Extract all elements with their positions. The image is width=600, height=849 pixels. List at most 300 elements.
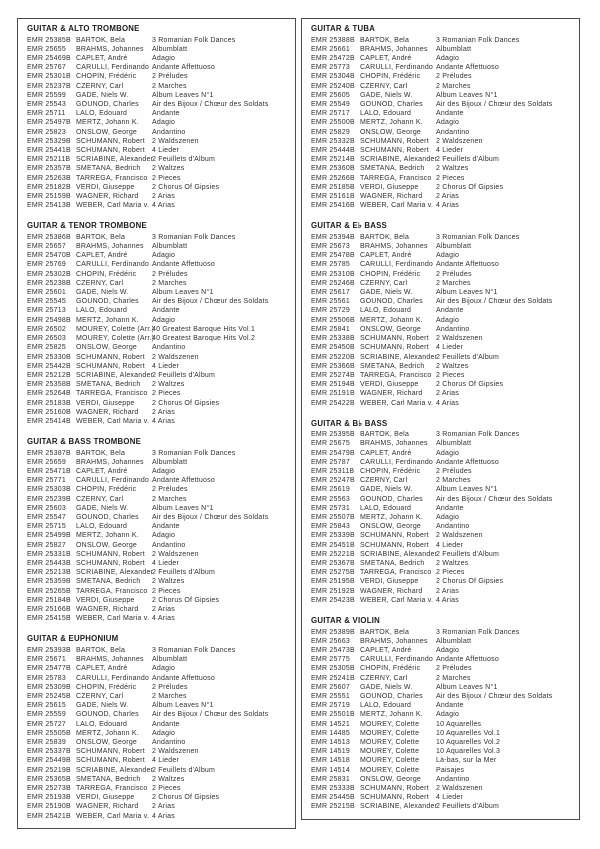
composer-name: BRAHMS, Johannes [76,458,144,466]
catalog-ref: EMR 14521 [311,720,350,728]
piece-title: 2 Feuillets d'Album [152,371,216,379]
catalog-ref: EMR 25471B [27,468,71,476]
table-row [311,738,575,747]
table-row [27,242,291,251]
table-row [27,389,291,398]
composer-name: CARULLI, Ferdinando [360,656,434,664]
catalog-box-left [17,18,296,829]
table-row [27,128,291,137]
piece-title: Album Leaves N°1 [152,289,214,297]
table-row [311,720,575,729]
composer-name: SMETANA, Bedrich [76,165,141,173]
table-row [27,674,291,683]
composer-name: ONSLOW, George [76,541,138,549]
catalog-ref: EMR 25442B [27,362,71,370]
table-row [311,802,575,811]
piece-title: 4 Arias [436,202,459,210]
catalog-ref: EMR 25413B [27,202,71,210]
catalog-ref: EMR 25337B [27,748,71,756]
catalog-ref: EMR 25655 [27,45,66,53]
piece-title: Album Leaves N°1 [436,91,498,99]
composer-name: SCHUMANN, Robert [360,785,429,793]
section-title: GUITAR & BASS TROMBONE [27,437,142,447]
composer-name: VERDI, Giuseppe [360,578,419,586]
catalog-ref: EMR 25385B [27,36,71,44]
composer-name: TARREGA, Francisco [76,587,148,595]
composer-name: MERTZ, Johann K. [76,532,139,540]
catalog-ref: EMR 25787 [311,458,350,466]
composer-name: SMETANA, Bedrich [76,775,141,783]
piece-title: 3 Romanian Folk Dances [436,36,520,44]
table-row [27,720,291,729]
piece-title: 4 Lieder [152,757,180,765]
composer-name: ONSLOW, George [360,523,422,531]
composer-name: GADE, Niels W. [360,486,413,494]
catalog-ref: EMR 25166B [27,606,71,614]
composer-name: CHOPIN, Frédéric [76,486,137,494]
table-row [27,183,291,192]
catalog-ref: EMR 14514 [311,766,350,774]
composer-name: VERDI, Giuseppe [360,381,419,389]
table-row [311,587,575,596]
composer-name: TARREGA, Francisco [76,785,148,793]
catalog-ref: EMR 25310B [311,270,355,278]
catalog-ref: EMR 25469B [27,54,71,62]
catalog-ref: EMR 25497B [27,119,71,127]
composer-name: VERDI, Giuseppe [76,399,135,407]
composer-name: SCRIABINE, Alexander [360,156,438,164]
composer-name: WEBER, Carl Maria v. [76,812,150,820]
catalog-ref: EMR 25213B [27,569,71,577]
catalog-ref: EMR 25212B [27,371,71,379]
catalog-section [311,614,575,812]
piece-title: 2 Chorus Of Gipsies [152,794,220,802]
catalog-ref: EMR 25304B [311,73,355,81]
composer-name: CZERNY, Carl [360,477,408,485]
table-row [27,476,291,485]
piece-title: 2 Pieces [152,785,181,793]
piece-title: Andante Affettuoso [436,64,499,72]
piece-title: 2 Feuillets d'Album [152,766,216,774]
piece-title: 2 Waldszenen [436,335,483,343]
catalog-ref: EMR 25185B [311,183,355,191]
catalog-ref: EMR 25191B [311,390,355,398]
catalog-ref: EMR 25273B [27,785,71,793]
catalog-ref: EMR 25443B [27,560,71,568]
catalog-ref: EMR 25302B [27,270,71,278]
composer-name: CZERNY, Carl [76,495,124,503]
catalog-ref: EMR 25416B [311,202,355,210]
piece-title: 2 Pieces [436,371,465,379]
catalog-ref: EMR 26503 [27,335,66,343]
table-row [27,82,291,91]
table-row [311,82,575,91]
table-row [27,504,291,513]
piece-title: 2 Pieces [152,587,181,595]
catalog-ref: EMR 25332B [311,137,355,145]
table-row [27,655,291,664]
composer-name: CHOPIN, Frédéric [76,270,137,278]
composer-name: CARULLI, Ferdinando [76,261,150,269]
composer-name: MOUREY, Colette [360,748,420,756]
table-row [311,128,575,137]
catalog-ref: EMR 25395B [311,431,355,439]
composer-name: BARTOK, Bela [360,233,410,241]
catalog-ref: EMR 25238B [27,279,71,287]
catalog-ref: EMR 25543 [27,100,66,108]
table-row [27,63,291,72]
piece-title: Air des Bijoux / Chœur des Soldats [436,298,553,306]
piece-title: Andantino [436,523,470,531]
catalog-ref: EMR 25441B [27,146,71,154]
piece-title: 2 Feuillets d'Album [436,803,500,811]
catalog-ref: EMR 25266B [311,174,355,182]
piece-title: Andante [152,307,180,315]
composer-name: LALO, Edouard [76,110,128,118]
catalog-ref: EMR 25827 [27,541,66,549]
catalog-ref: EMR 25451B [311,541,355,549]
piece-title: Andante Affettuoso [152,64,215,72]
table-row [27,201,291,210]
table-row [27,270,291,279]
table-row [311,729,575,738]
composer-name: SCHUMANN, Robert [76,362,145,370]
table-row [311,334,575,343]
composer-name: ONSLOW, George [360,775,422,783]
piece-title: Andante Affettuoso [152,261,215,269]
table-row [311,118,575,127]
table-row [311,793,575,802]
piece-title: 2 Préludes [436,468,472,476]
table-row [311,389,575,398]
composer-name: SCRIABINE, Alexander [76,371,154,379]
piece-title: 4 Arias [436,596,459,604]
piece-title: 2 Waltzes [152,578,185,586]
composer-name: MOUREY, Colette [360,720,420,728]
catalog-ref: EMR 25507B [311,514,355,522]
catalog-ref: EMR 25561 [311,298,350,306]
composer-name: BRAHMS, Johannes [360,637,428,645]
catalog-section [27,435,291,623]
catalog-ref: EMR 25265B [27,587,71,595]
piece-title: Air des Bijoux / Chœur des Soldats [152,514,269,522]
catalog-ref: EMR 25603 [27,504,66,512]
composer-name: LALO, Edouard [360,307,412,315]
catalog-ref: EMR 25389B [311,628,355,636]
composer-name: SCHUMANN, Robert [76,353,145,361]
piece-title: 2 Waltzes [152,775,185,783]
composer-name: MOUREY, Colette (Arr.) [76,325,155,333]
catalog-ref: EMR 25241B [311,674,355,682]
table-row [311,504,575,513]
piece-title: Albumblatt [152,656,188,664]
table-row [27,559,291,568]
catalog-section [27,22,291,210]
catalog-ref: EMR 25240B [311,82,355,90]
piece-title: 3 Romanian Folk Dances [152,646,236,654]
table-row [311,233,575,242]
catalog-ref: EMR 25184B [27,596,71,604]
table-row [27,729,291,738]
table-row [27,664,291,673]
catalog-ref: EMR 25359B [27,578,71,586]
composer-name: BARTOK, Bela [76,449,126,457]
catalog-ref: EMR 25663 [311,637,350,645]
table-row [27,793,291,802]
composer-name: BRAHMS, Johannes [360,440,428,448]
composer-name: CARULLI, Ferdinando [76,477,150,485]
piece-title: Andante [436,110,464,118]
composer-name: CARULLI, Ferdinando [360,64,434,72]
catalog-section [311,22,575,210]
table-row [311,380,575,389]
catalog-ref: EMR 25193B [27,794,71,802]
composer-name: VERDI, Giuseppe [360,183,419,191]
piece-title: 2 Waltzes [436,165,469,173]
table-row [311,747,575,756]
piece-title: Andante [436,504,464,512]
piece-title: Andante Affettuoso [152,477,215,485]
catalog-ref: EMR 25731 [311,504,350,512]
composer-name: GOUNOD, Charles [360,693,423,700]
catalog-ref: EMR 25423B [311,596,355,604]
table-row [311,430,575,439]
catalog-ref: EMR 25301B [27,73,71,81]
composer-name: WEBER, Carl Maria v. [76,202,150,210]
piece-title: 2 Feuillets d'Album [436,550,500,558]
piece-title: Andante [436,307,464,315]
composer-name: CZERNY, Carl [76,82,124,90]
piece-title: 2 Préludes [152,683,188,691]
piece-title: 3 Romanian Folk Dances [152,233,236,241]
table-row [27,91,291,100]
piece-title: 3 Romanian Folk Dances [436,233,520,241]
catalog-ref: EMR 25159B [27,192,71,200]
piece-title: 2 Marches [436,674,471,682]
piece-title: 2 Chorus Of Gipsies [436,381,504,389]
table-row [311,596,575,605]
composer-name: SCRIABINE, Alexander [360,550,438,558]
composer-name: ONSLOW, George [360,128,422,136]
table-row [27,766,291,775]
piece-title: Adagio [152,252,176,260]
piece-title: Andante [436,702,464,710]
table-row [27,260,291,269]
table-row [27,297,291,306]
composer-name: SCRIABINE, Alexander [76,156,154,164]
composer-name: MOUREY, Colette [360,766,420,774]
catalog-ref: EMR 25839 [27,739,66,747]
composer-name: CAPLET, André [360,252,412,260]
catalog-section [27,219,291,426]
piece-title: 2 Marches [152,82,187,90]
piece-title: 4 Lieder [152,146,180,154]
piece-title: Andantino [152,128,186,136]
composer-name: ONSLOW, George [76,739,138,747]
composer-name: CARULLI, Ferdinando [360,458,434,466]
table-row [27,812,291,821]
piece-title: Adagio [152,532,176,540]
catalog-ref: EMR 25214B [311,156,355,164]
piece-title: 2 Préludes [436,665,472,673]
table-row [27,614,291,623]
piece-title: Albumblatt [436,243,472,251]
table-row [311,201,575,210]
piece-title: 2 Marches [436,279,471,287]
composer-name: BARTOK, Bela [360,36,410,44]
composer-name: CAPLET, André [360,449,412,457]
catalog-ref: EMR 25563 [311,495,350,503]
piece-title: 10 Aquarelles Vol.2 [436,739,501,747]
table-row [27,577,291,586]
piece-title: Albumblatt [436,440,472,448]
catalog-ref: EMR 25773 [311,64,350,72]
table-row [27,784,291,793]
catalog-ref: EMR 25711 [27,110,66,118]
piece-title: 2 Waltzes [152,165,185,173]
catalog-ref: EMR 25727 [27,720,66,728]
table-row [27,325,291,334]
piece-title: 2 Arias [436,192,459,200]
table-row [311,541,575,550]
catalog-ref: EMR 25183B [27,399,71,407]
piece-title: Air des Bijoux / Chœur des Soldats [436,100,553,108]
catalog-ref: EMR 25449B [27,757,71,765]
composer-name: GADE, Niels W. [76,504,129,512]
catalog-ref: EMR 25719 [311,702,350,710]
piece-title: Air des Bijoux / Chœur des Soldats [152,711,269,719]
table-row [311,251,575,260]
piece-title: 2 Arias [436,390,459,398]
table-row [311,174,575,183]
composer-name: MOUREY, Colette (Arr.) [76,335,155,343]
composer-name: WAGNER, Richard [76,803,139,811]
table-row [27,802,291,811]
piece-title: Adagio [436,449,460,457]
piece-title: Paisajes [436,766,465,774]
catalog-ref: EMR 25657 [27,243,66,251]
table-row [27,522,291,531]
table-row [311,399,575,408]
piece-title: 2 Préludes [436,73,472,81]
table-row [27,279,291,288]
catalog-ref: EMR 25220B [311,353,355,361]
table-row [27,756,291,765]
piece-title: Air des Bijoux / Chœur des Soldats [436,495,553,503]
piece-title: Andantino [152,541,186,549]
catalog-ref: EMR 25783 [27,674,66,682]
composer-name: GOUNOD, Charles [76,514,139,522]
catalog-ref: EMR 25445B [311,794,355,802]
table-row [311,183,575,192]
table-row [311,449,575,458]
composer-name: SCHUMANN, Robert [360,794,429,802]
catalog-ref: EMR 25671 [27,656,66,664]
composer-name: WEBER, Carl Maria v. [360,399,434,407]
table-row [27,692,291,701]
table-row [311,701,575,710]
catalog-ref: EMR 25661 [311,45,350,53]
composer-name: BRAHMS, Johannes [76,656,144,664]
catalog-ref: EMR 25715 [27,523,66,531]
catalog-ref: EMR 25499B [27,532,71,540]
table-row [311,559,575,568]
table-row [27,316,291,325]
catalog-ref: EMR 25831 [311,775,350,783]
table-row [311,674,575,683]
table-row [27,408,291,417]
catalog-ref: EMR 25444B [311,146,355,154]
table-row [27,288,291,297]
composer-name: MERTZ, Johann K. [360,316,423,324]
piece-title: 2 Arias [152,408,175,416]
catalog-ref: EMR 25505B [27,729,71,737]
composer-name: BARTOK, Bela [360,628,410,636]
composer-name: SCRIABINE, Alexander [360,803,438,811]
piece-title: Andante Affettuoso [436,261,499,269]
catalog-ref: EMR 25192B [311,587,355,595]
table-row [27,449,291,458]
composer-name: WAGNER, Richard [360,390,423,398]
piece-title: 2 Waltzes [436,560,469,568]
table-row [311,297,575,306]
piece-title: 2 Waldszenen [436,532,483,540]
catalog-ref: EMR 25829 [311,128,350,136]
composer-name: BARTOK, Bela [76,646,126,654]
piece-title: Andantino [152,739,186,747]
composer-name: WAGNER, Richard [76,408,139,416]
piece-title: 2 Arias [152,606,175,614]
piece-title: Adagio [152,316,176,324]
table-row [311,72,575,81]
table-row [311,45,575,54]
table-row [27,353,291,362]
catalog-ref: EMR 25237B [27,82,71,90]
piece-title: 2 Chorus Of Gipsies [152,183,220,191]
table-row [27,343,291,352]
catalog-ref: EMR 25498B [27,316,71,324]
table-row [311,242,575,251]
catalog-ref: EMR 25245B [27,693,71,700]
catalog-ref: EMR 25264B [27,390,71,398]
table-row [27,233,291,242]
composer-name: BARTOK, Bela [76,36,126,44]
section-title: GUITAR & ALTO TROMBONE [27,24,140,33]
piece-title: Andantino [436,128,470,136]
piece-title: 2 Chorus Of Gipsies [152,399,220,407]
table-row [311,343,575,352]
table-row [311,458,575,467]
piece-title: 2 Chorus Of Gipsies [436,578,504,586]
table-row [311,637,575,646]
composer-name: MERTZ, Johann K. [360,119,423,127]
table-row [311,270,575,279]
composer-name: GOUNOD, Charles [360,298,423,306]
composer-name: LALO, Edouard [360,110,412,118]
piece-title: 4 Arias [436,399,459,407]
composer-name: CAPLET, André [76,54,128,62]
piece-title: 2 Waldszenen [152,137,199,145]
catalog-ref: EMR 25387B [27,449,71,457]
table-row [311,362,575,371]
composer-name: SMETANA, Bedrich [360,362,425,370]
table-row [27,36,291,45]
catalog-ref: EMR 25182B [27,183,71,191]
piece-title: Air des Bijoux / Chœur des Soldats [436,693,553,700]
section-title: GUITAR & VIOLIN [311,616,381,626]
piece-title: 2 Feuillets d'Album [436,353,500,361]
piece-title: 3 Romanian Folk Dances [152,36,236,44]
